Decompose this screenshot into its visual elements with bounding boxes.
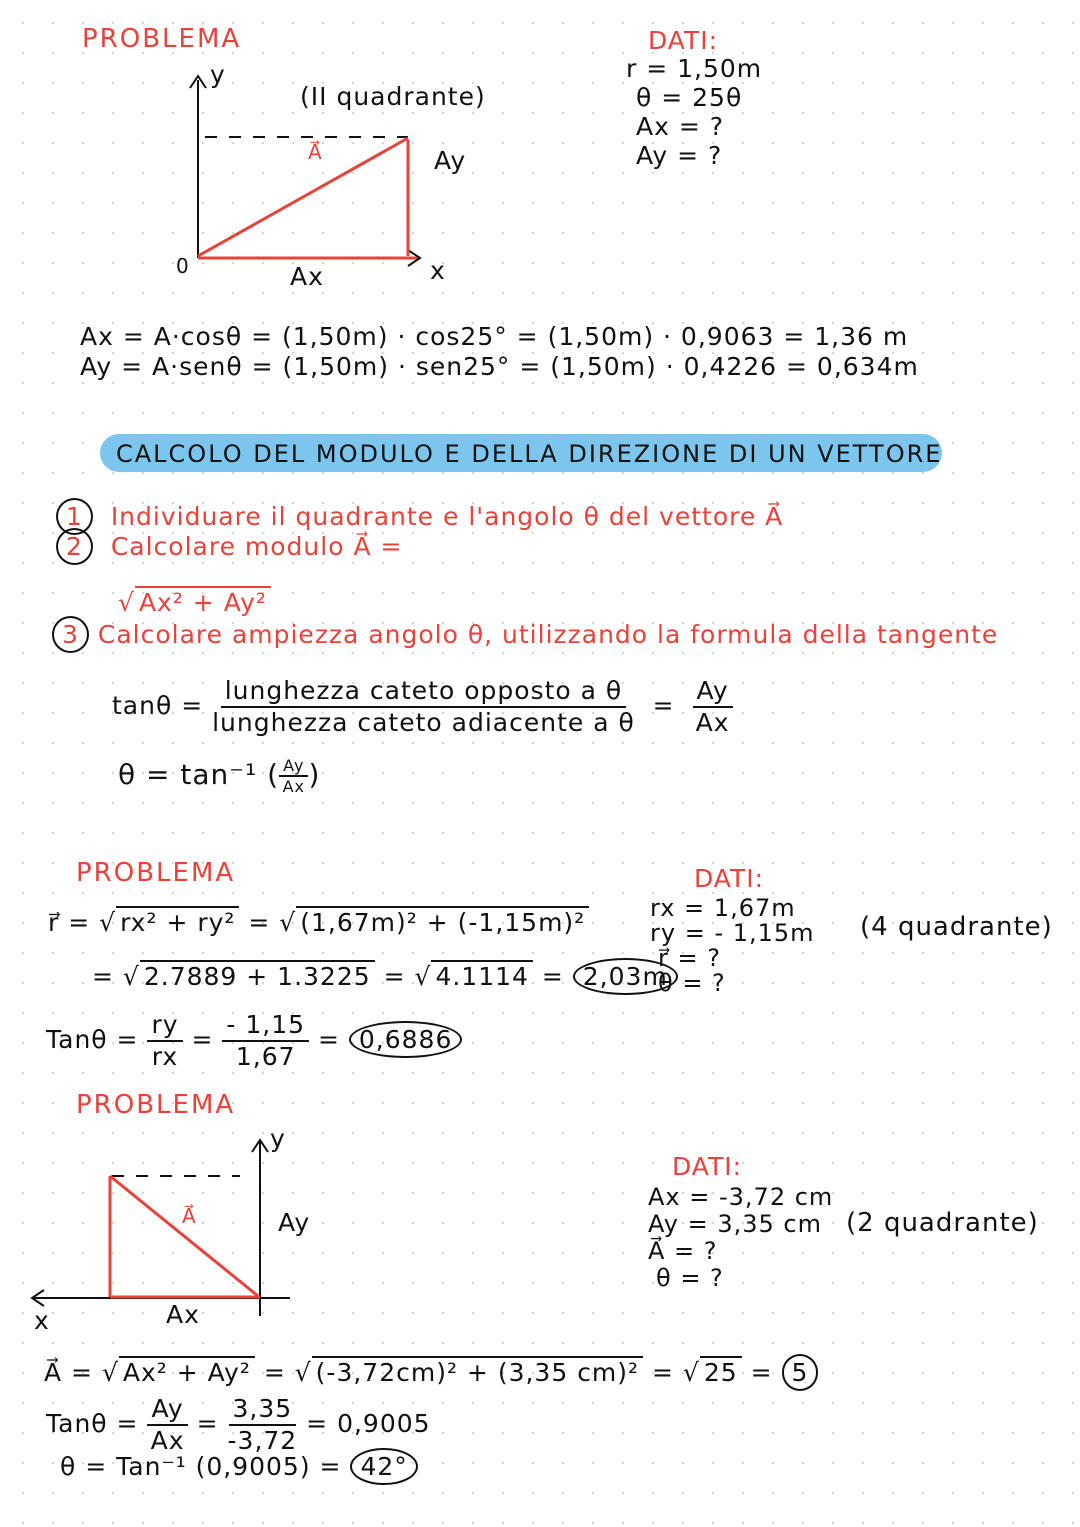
sqrt-content: 25 [700, 1356, 742, 1387]
y-axis-label: y [270, 1124, 286, 1153]
data-list [648, 1184, 833, 1292]
data-item: r = 1,50m [626, 54, 763, 83]
problem3-line1: A⃗ = √ Ax² + Ay² = √ (-3,72cm)² + (3,35 cm)² = √ 25 = 5 [44, 1358, 818, 1387]
problem2-line1: r⃗ = √ rx² + ry² = √ (1,67m)² + (-1,15m)² [48, 908, 589, 937]
problem3-line2 [46, 1394, 431, 1456]
data-item: rx = 1,67m [650, 894, 796, 922]
sqrt-content: Ax² + Ay² [119, 1356, 255, 1387]
tan-lhs: tanθ = [112, 691, 204, 720]
equation-ay: Ay = A·senθ = (1,50m) · sen25° = (1,50m) · 0,4226 = 0,634m [80, 352, 919, 381]
section-title: CALCOLO DEL MODULO E DELLA DIREZIONE DI UN VETTORE [116, 440, 943, 468]
vector-label: A⃗ [182, 1204, 197, 1228]
problem2-line2: = √ 2.7889 + 1.3225 = √ 4.1114 = 2,03m [92, 962, 678, 991]
y-axis-label: y [210, 60, 226, 89]
step-number: 1 [56, 498, 93, 535]
sqrt-content: Ax² + Ay² [135, 586, 271, 617]
frac-num: Ay [147, 1394, 187, 1426]
result: 0,9005 [337, 1409, 431, 1438]
quadrant-note: (II quadrante) [300, 82, 486, 111]
theta-den: Ax [282, 777, 305, 797]
origin-label: 0 [176, 254, 190, 278]
result-circled: 0,6886 [349, 1021, 462, 1058]
frac-den: Ax [150, 1426, 185, 1455]
problem2-title: PROBLEMA [76, 858, 236, 888]
equals: = [541, 962, 564, 991]
data-item: θ = ? [656, 1264, 724, 1292]
data-item: Ay = 3,35 cm [648, 1210, 822, 1238]
data-item: Ax = ? [636, 112, 725, 141]
sqrt-content: 2.7889 + 1.3225 [140, 960, 375, 991]
ax-label: Ax [166, 1300, 200, 1329]
quadrant-note: (4 quadrante) [860, 912, 1053, 942]
x-axis-label: x [34, 1306, 50, 1335]
equals: = [263, 1358, 286, 1387]
tan-denominator: lunghezza cateto adiacente a θ [212, 708, 635, 737]
lhs: Tanθ = [46, 1409, 139, 1438]
step-number: 2 [56, 528, 93, 565]
data-title: DATI: [694, 864, 765, 893]
problem3-line3 [60, 1452, 418, 1481]
tan-ratio-den: Ax [695, 708, 730, 737]
result-circled: 5 [782, 1354, 819, 1391]
lhs: Tanθ = [46, 1025, 139, 1054]
vector-label: A⃗ [308, 140, 323, 164]
equals: = [383, 962, 406, 991]
problem3-title: PROBLEMA [76, 1090, 236, 1120]
step-text: Calcolare ampiezza angolo θ, utilizzando la formula della tangente [97, 620, 999, 649]
data-item: ry = - 1,15m [650, 919, 815, 947]
x-axis-label: x [430, 256, 446, 285]
sqrt-content: rx² + ry² [116, 906, 239, 937]
step-number: 3 [52, 616, 89, 653]
data-title: DATI: [672, 1152, 743, 1181]
equals: = [191, 1025, 214, 1054]
frac-num: - 1,15 [222, 1010, 309, 1042]
equation-ax: Ax = A·cosθ = (1,50m) · cos25° = (1,50m) · 0,9063 = 1,36 m [80, 322, 909, 351]
data-item: r⃗ = ? [658, 944, 721, 972]
frac-den: rx [151, 1042, 179, 1071]
equals: = [306, 1409, 329, 1438]
problem1-title: PROBLEMA [82, 24, 242, 54]
theta-formula: θ = tan⁻¹ ( $\frac{Ay}{Ax}$ ) [118, 756, 321, 797]
equals: = [652, 1358, 674, 1387]
result-circled: 2,03m [573, 958, 678, 995]
frac-den: 1,67 [235, 1042, 296, 1071]
data-item: Ax = -3,72 cm [648, 1183, 834, 1211]
equals: = [317, 1025, 340, 1054]
frac-num: ry [147, 1010, 182, 1042]
ay-label: Ay [278, 1208, 311, 1237]
theta-lhs: θ = tan⁻¹ [118, 758, 258, 792]
data-title: DATI: [648, 26, 719, 55]
tan-ratio-num: Ay [693, 676, 733, 708]
step-text: Individuare il quadrante e l'angolo θ del vettore A⃗ [110, 502, 784, 531]
equals: = [196, 1409, 219, 1438]
tan-numerator: lunghezza cateto opposto a θ [221, 676, 627, 708]
sqrt-content: (1,67m)² + (-1,15m)² [296, 906, 589, 937]
ay-label: Ay [434, 146, 467, 175]
data-item: A⃗ = ? [648, 1237, 718, 1265]
diagram-3-lines [32, 1140, 290, 1316]
frac-num: 3,35 [229, 1394, 297, 1426]
step-text: Calcolare modulo A⃗ = [110, 532, 403, 561]
modulus-formula: √ Ax² + Ay² [118, 588, 271, 617]
theta-num: Ay [279, 756, 308, 777]
equals: = [750, 1358, 773, 1387]
data-item: θ = 25θ [636, 83, 743, 112]
ax-label: Ax [290, 262, 324, 291]
data-item: θ = ? [658, 969, 726, 997]
data-item: Ay = ? [636, 141, 723, 170]
result-circled: 42° [350, 1448, 417, 1485]
sqrt-content: 4.1114 [431, 960, 532, 991]
quadrant-note: (2 quadrante) [846, 1208, 1039, 1238]
equals: = [92, 962, 114, 991]
equals: = [248, 908, 271, 937]
lhs: θ = Tan⁻¹ (0,9005) = [60, 1452, 342, 1481]
frac-den: -3,72 [227, 1426, 298, 1455]
equals: = [652, 691, 675, 720]
sqrt-content: (-3,72cm)² + (3,35 cm)² [312, 1356, 643, 1387]
lhs: r⃗ = [48, 908, 91, 937]
lhs: A⃗ = [44, 1358, 93, 1387]
